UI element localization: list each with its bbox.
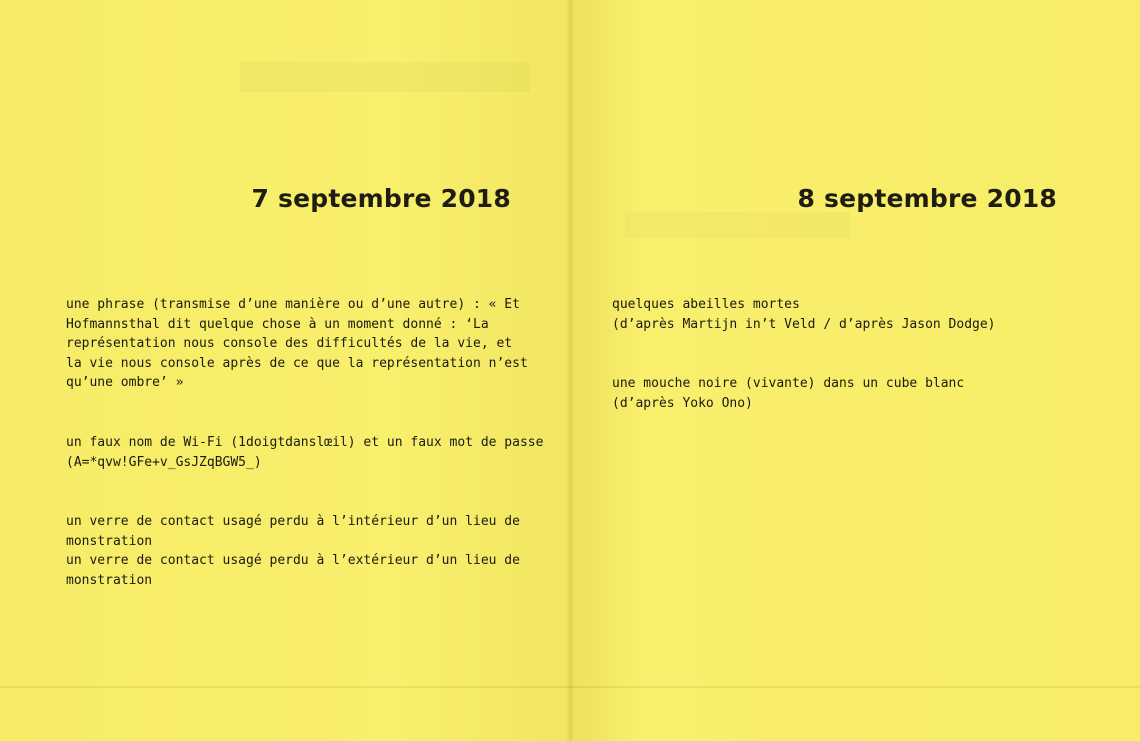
text-line: (d’après Martijn in’t Veld / d’après Jason Dodge) xyxy=(612,316,996,332)
text-line: (A=*qvw!GFe+v_GsJZqBGW5_) xyxy=(66,454,262,470)
right-page xyxy=(570,0,1140,741)
text-line: un verre de contact usagé perdu à l’intérieur d’un lieu de xyxy=(66,514,520,529)
text-line: monstration xyxy=(66,533,153,549)
entry-fake-wifi xyxy=(66,433,544,472)
date-heading-right: 8 septembre 2018 xyxy=(797,184,1057,213)
text-line: Hofmannsthal dit quelque chose à un moment donné : ‘La xyxy=(66,316,489,332)
entry-hofmannsthal-phrase xyxy=(66,295,528,393)
text-line: un verre de contact usagé perdu à l’extérieur d’un lieu de xyxy=(66,553,520,568)
entry-contact-lens xyxy=(66,512,524,590)
text-line: une mouche noire (vivante) dans un cube blanc xyxy=(612,376,965,391)
entry-black-fly xyxy=(612,374,1032,413)
entry-dead-bees xyxy=(612,295,1032,334)
text-line: qu’une ombre’ » xyxy=(66,375,184,390)
text-line: monstration xyxy=(66,572,153,588)
text-line: (d’après Yoko Ono) xyxy=(612,395,753,411)
text-line: la vie nous console après de ce que la représentation n’est xyxy=(66,355,528,371)
date-heading-left: 7 septembre 2018 xyxy=(251,184,511,213)
page-fold xyxy=(566,0,574,741)
paper-edge xyxy=(0,686,1140,688)
text-line: une phrase (transmise d’une manière ou d’une autre) : « Et xyxy=(66,297,520,312)
text-line: quelques abeilles mortes xyxy=(612,297,800,312)
text-line: un faux nom de Wi-Fi (1doigtdanslœil) et un faux mot de passe xyxy=(66,435,544,450)
text-line: représentation nous console des difficultés de la vie, et xyxy=(66,336,513,351)
